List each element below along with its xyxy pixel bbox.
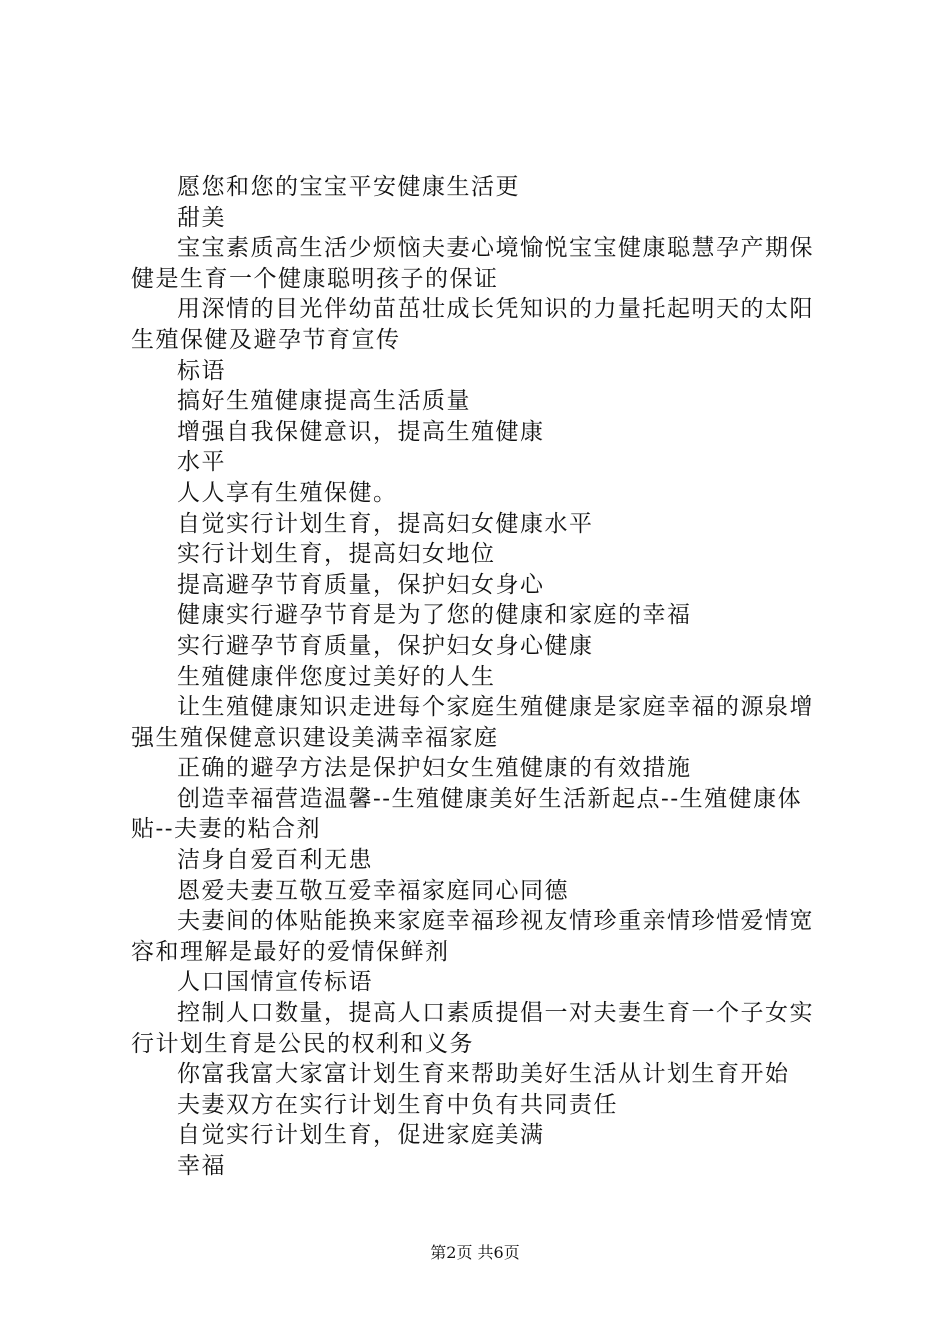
paragraph-17: 正确的避孕方法是保护妇女生殖健康的有效措施 [177, 755, 692, 782]
paragraph-25: 夫妻双方在实行计划生育中负有共同责任 [177, 1091, 618, 1118]
paragraph-14: 实行避孕节育质量，保护妇女身心健康 [177, 632, 594, 659]
paragraph-10: 自觉实行计划生育，提高妇女健康水平 [177, 510, 594, 537]
paragraph-24: 你富我富大家富计划生育来帮助美好生活从计划生育开始 [177, 1061, 790, 1088]
document-body [131, 172, 831, 1182]
paragraph-16: 让生殖健康知识走进每个家庭生殖健康是家庭幸福的源泉增强生殖保健意识建设美满幸福家庭 [131, 694, 814, 751]
paragraph-26: 自觉实行计划生育，促进家庭美满 [177, 1122, 545, 1149]
paragraph-7: 增强自我保健意识，提高生殖健康 [177, 418, 545, 445]
paragraph-18: 创造幸福营造温馨--生殖健康美好生活新起点--生殖健康体贴--夫妻的粘合剂 [131, 785, 803, 843]
paragraph-23: 控制人口数量，提高人口素质提倡一对夫妻生育一个子女实行计划生育是公民的权利和义务 [131, 1000, 814, 1057]
paragraph-20: 恩爱夫妻互敬互爱幸福家庭同心同德 [177, 877, 569, 904]
paragraph-27: 幸福 [177, 1153, 226, 1179]
paragraph-4: 用深情的目光伴幼苗茁壮成长凭知识的力量托起明天的太阳生殖保健及避孕节育宣传 [131, 296, 814, 353]
paragraph-15: 生殖健康伴您度过美好的人生 [177, 663, 496, 690]
paragraph-1: 愿您和您的宝宝平安健康生活更 [177, 174, 520, 200]
paragraph-22: 人口国情宣传标语 [177, 969, 373, 996]
paragraph-11: 实行计划生育，提高妇女地位 [177, 541, 496, 568]
paragraph-3: 宝宝素质高生活少烦恼夫妻心境愉悦宝宝健康聪慧孕产期保健是生育一个健康聪明孩子的保证 [131, 235, 814, 292]
paragraph-2: 甜美 [177, 204, 226, 231]
paragraph-9: 人人享有生殖保健。 [177, 479, 398, 506]
paragraph-5: 标语 [177, 357, 226, 384]
paragraph-19: 洁身自爱百利无患 [177, 847, 373, 874]
paragraph-13: 健康实行避孕节育是为了您的健康和家庭的幸福 [177, 602, 692, 629]
paragraph-8: 水平 [177, 449, 226, 476]
paragraph-12: 提高避孕节育质量，保护妇女身心 [177, 571, 545, 598]
paragraph-6: 搞好生殖健康提高生活质量 [177, 388, 471, 415]
page-number-footer: 第2页 共6页 [430, 1243, 520, 1262]
paragraph-21: 夫妻间的体贴能换来家庭幸福珍视友情珍重亲情珍惜爱情宽容和理解是最好的爱情保鲜剂 [131, 908, 814, 965]
